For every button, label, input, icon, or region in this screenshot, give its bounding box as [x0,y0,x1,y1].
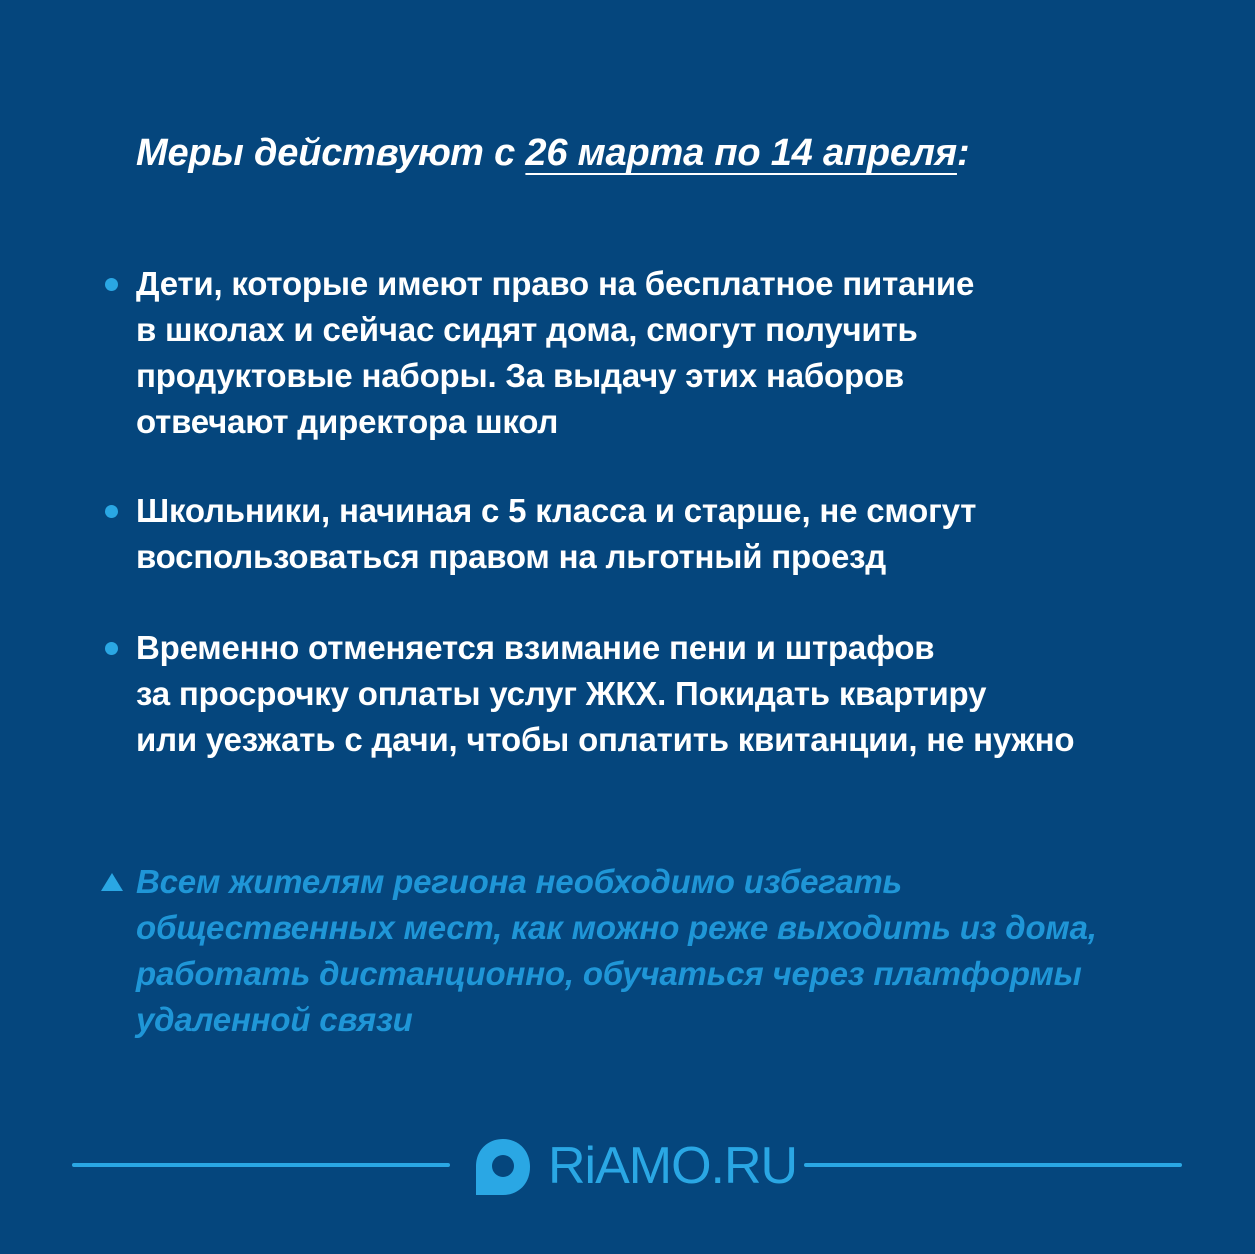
headline-prefix: Меры действуют с [136,132,526,174]
note-line: общественных мест, как можно реже выходить из дома, [136,909,1097,946]
bullet-line: в школах и сейчас сидят дома, смогут получить [136,311,918,348]
advisory-note [136,859,1097,1043]
bullet-line: Временно отменяется взимание пени и штрафов [136,629,935,666]
bullet-line: Дети, которые имеют право на бесплатное питание [136,265,975,302]
headline [136,132,969,175]
riamo-logo-icon [473,1136,533,1198]
footer-divider-right [804,1163,1182,1167]
bullet-line: или уезжать с дачи, чтобы оплатить квитанции, не нужно [136,721,1075,758]
bullet-line: продуктовые наборы. За выдачу этих наборов [136,357,905,394]
footer-divider-left [72,1163,450,1167]
bullet-dot-icon [105,642,118,655]
note-line: удаленной связи [136,1001,413,1038]
bullet-item-transport [136,488,976,580]
bullet-dot-icon [105,505,118,518]
note-line: работать дистанционно, обучаться через платформы [136,955,1082,992]
headline-suffix: : [956,132,970,174]
bullet-dot-icon [105,278,118,291]
warning-triangle-icon [101,873,123,891]
headline-dates: 26 марта по 14 апреля [525,132,957,174]
bullet-line: отвечают директора школ [136,403,559,440]
bullet-item-utilities [136,625,1074,763]
bullet-item-school-meals [136,261,974,445]
riamo-logo-text: RiAMO.RU [548,1137,798,1195]
note-line: Всем жителям региона необходимо избегать [136,863,902,900]
bullet-line: воспользоваться правом на льготный проезд [136,538,887,575]
bullet-line: за просрочку оплаты услуг ЖКХ. Покидать квартиру [136,675,987,712]
bullet-line: Школьники, начиная с 5 класса и старше, не смогут [136,492,977,529]
